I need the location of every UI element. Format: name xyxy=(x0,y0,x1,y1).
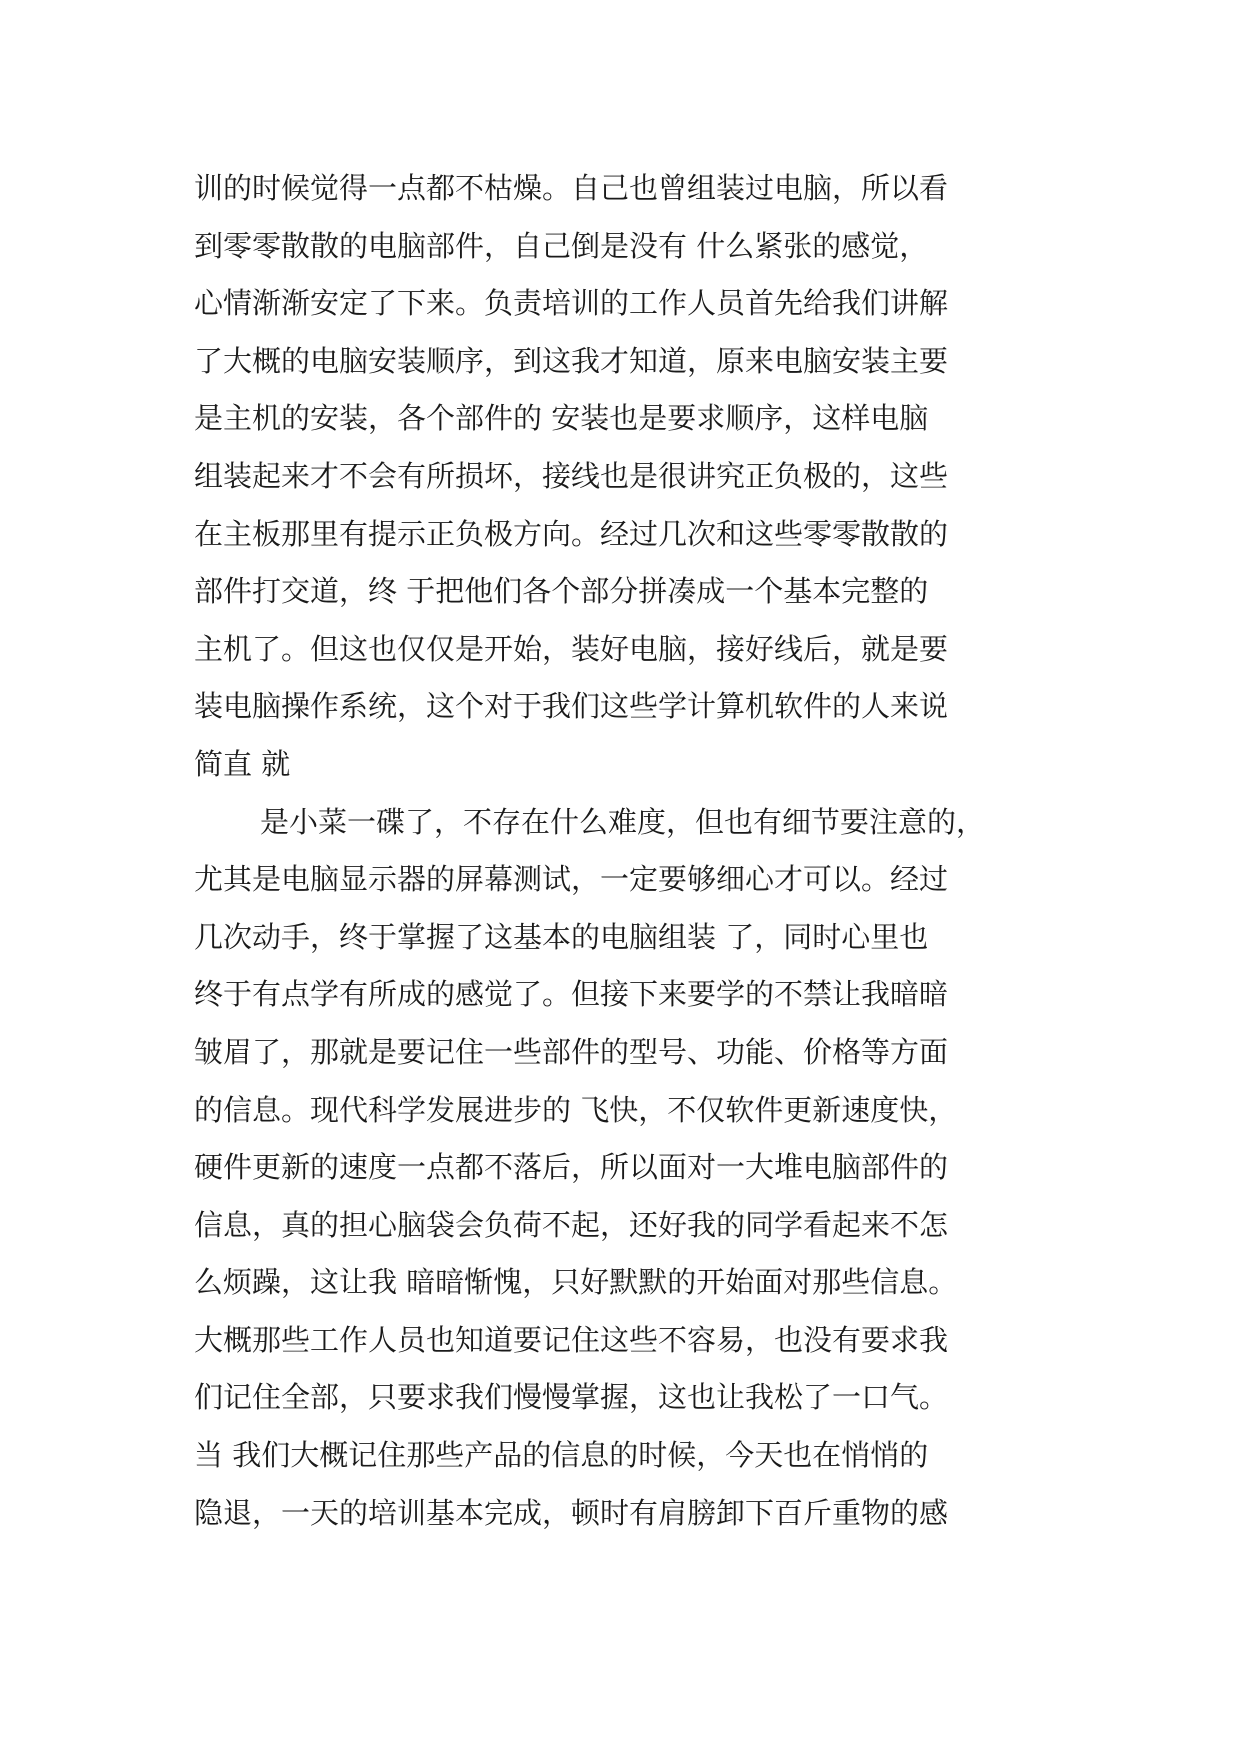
text-line: 几次动手，终于掌握了这基本的电脑组装 了，同时心里也 xyxy=(194,919,929,954)
text-line: 当 我们大概记住那些产品的信息的时候，今天也在悄悄的 xyxy=(194,1438,929,1473)
text-line: 的信息。现代科学发展进步的 飞快，不仅软件更新速度快， xyxy=(194,1092,958,1127)
text-line: 主机了。但这也仅仅是开始，装好电脑，接好线后，就是要 xyxy=(194,631,949,666)
text-line: 皱眉了，那就是要记住一些部件的型号、功能、价格等方面 xyxy=(194,1034,949,1069)
text-line: 终于有点学有所成的感觉了。但接下来要学的不禁让我暗暗 xyxy=(194,977,949,1012)
text-line: 心情渐渐安定了下来。负责培训的工作人员首先给我们讲解 xyxy=(194,286,949,321)
text-line: 到零零散散的电脑部件，自己倒是没有 什么紧张的感觉， xyxy=(194,228,929,263)
text-line: 大概那些工作人员也知道要记住这些不容易，也没有要求我 xyxy=(194,1322,949,1357)
paragraph-start-line: 是小菜一碟了，不存在什么难度，但也有细节要注意的， xyxy=(260,804,986,839)
text-line: 们记住全部，只要求我们慢慢掌握，这也让我松了一口气。 xyxy=(194,1380,949,1415)
text-line: 信息，真的担心脑袋会负荷不起，还好我的同学看起来不怎 xyxy=(194,1207,949,1242)
text-line: 部件打交道，终 于把他们各个部分拼凑成一个基本完整的 xyxy=(194,574,929,609)
text-line: 尤其是电脑显示器的屏幕测试，一定要够细心才可以。经过 xyxy=(194,862,949,897)
text-line: 组装起来才不会有所损坏，接线也是很讲究正负极的，这些 xyxy=(194,458,949,493)
text-line: 么烦躁，这让我 暗暗惭愧，只好默默的开始面对那些信息。 xyxy=(194,1265,958,1300)
body-text xyxy=(194,160,1074,1542)
text-line: 隐退，一天的培训基本完成，顿时有肩膀卸下百斤重物的感 xyxy=(194,1495,949,1530)
text-line: 装电脑操作系统，这个对于我们这些学计算机软件的人来说 xyxy=(194,689,949,724)
text-line: 是主机的安装，各个部件的 安装也是要求顺序，这样电脑 xyxy=(194,401,929,436)
text-line: 硬件更新的速度一点都不落后，所以面对一大堆电脑部件的 xyxy=(194,1150,949,1185)
text-line: 在主板那里有提示正负极方向。经过几次和这些零零散散的 xyxy=(194,516,949,551)
text-line: 了大概的电脑安装顺序，到这我才知道，原来电脑安装主要 xyxy=(194,343,949,378)
text-line: 训的时候觉得一点都不枯燥。自己也曾组装过电脑，所以看 xyxy=(194,171,949,205)
text-line: 简直 就 xyxy=(194,746,291,781)
